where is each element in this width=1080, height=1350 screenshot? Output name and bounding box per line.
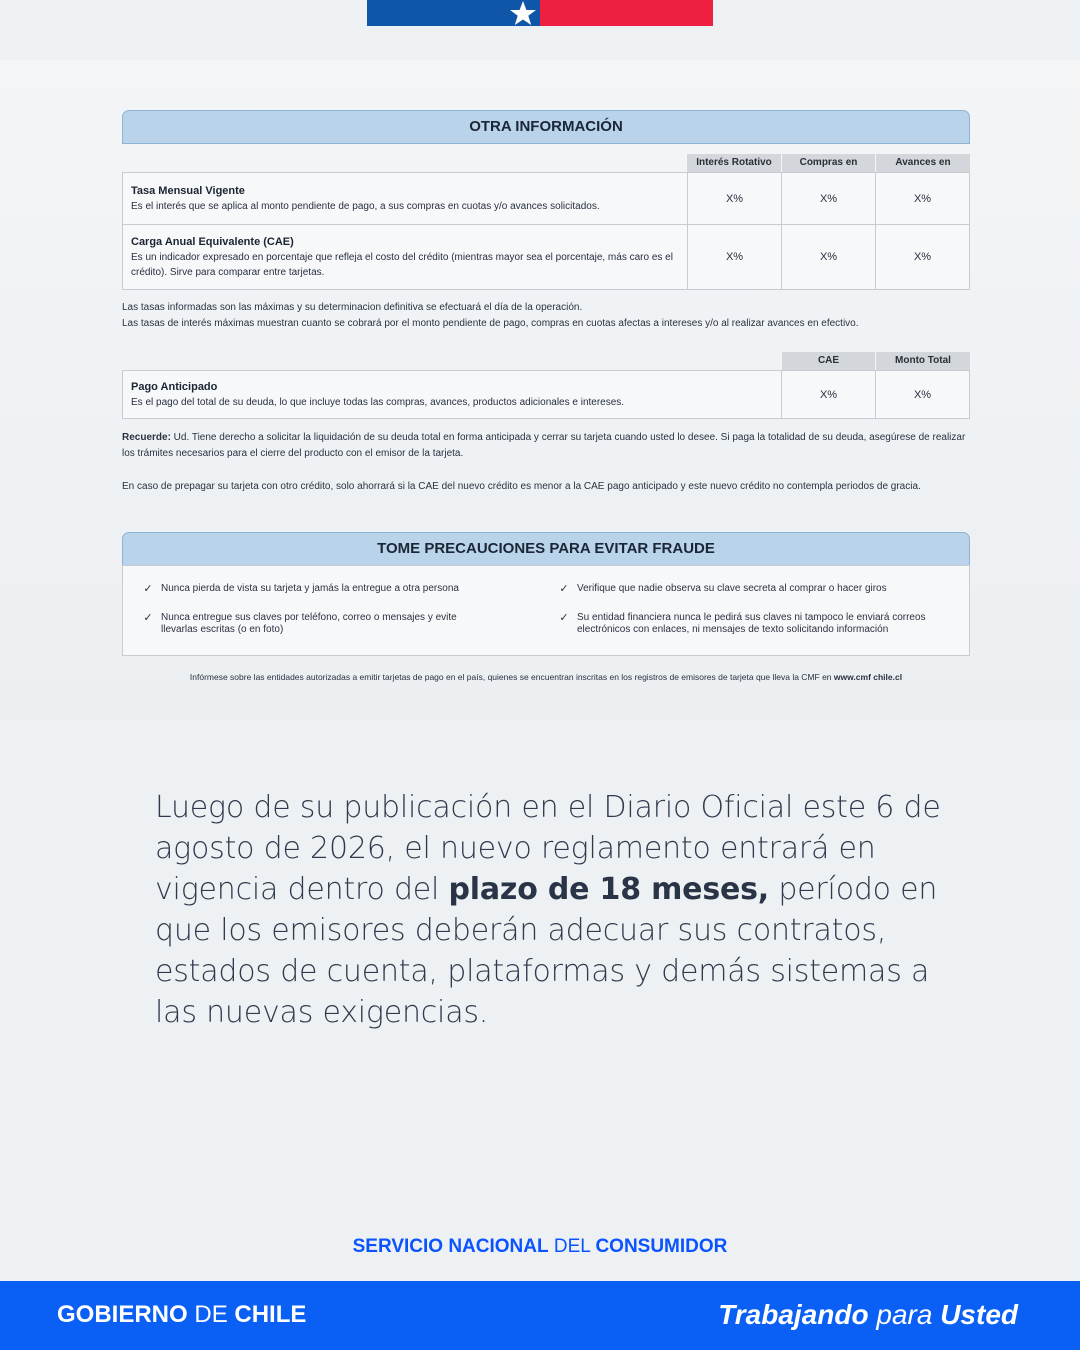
rates-column-headers: [686, 154, 970, 172]
row-title: Pago Anticipado: [131, 380, 218, 393]
star-icon: [508, 0, 538, 26]
cmf-link[interactable]: www.cmf chile.cl: [833, 672, 903, 682]
chile-flag-stripe: [367, 0, 713, 26]
row-description: Es el interés que se aplica al monto pendiente de pago, a sus compras en cuotas y/o avances solicitados.: [131, 200, 600, 212]
table-cell: X%: [688, 225, 782, 290]
column-header: Avances en: [875, 154, 970, 172]
list-item: ✓ Nunca pierda de vista su tarjeta y jamás la entregue a otra persona: [135, 583, 476, 595]
row-description: Es un indicador expresado en porcentaje que refleja el costo del crédito (mientras mayor sea el porcentaje, más caro es el crédito). Sirve para comparar entre tarjetas.: [131, 251, 673, 278]
slogan: Trabajando para Usted: [718, 1299, 1018, 1330]
rates-note: Las tasas informadas son las máximas y su determinacion definitiva se efectuará el día de la operación. Las tasas de interés máximas muestran cuanto se cobrará por el monto pendiente de pago, compras en cuotas afectas a intereses y/o al realizar avances en efectivo.: [122, 302, 859, 329]
footer-bar: [0, 1281, 1080, 1350]
check-icon: ✓: [559, 612, 569, 624]
otra-informacion-header: OTRA INFORMACIÓN: [122, 110, 970, 144]
table-cell: X%: [876, 173, 970, 225]
check-icon: ✓: [143, 583, 153, 595]
table-cell: X%: [688, 173, 782, 225]
cmf-note: Infórmese sobre las entidades autorizadas a emitir tarjetas de pago en el país, quienes se encuentran inscritas en los registros de emisores de tarjeta que lleva la CMF en www.cmf chile.cl: [189, 672, 903, 682]
table-cell: X%: [876, 225, 970, 290]
recuerde-note: Recuerde: Ud. Tiene derecho a solicitar la liquidación de su deuda total en forma anticipada y cerrar su tarjeta cuando usted lo desee. Si paga la totalidad de su deuda, asegúrese de realizar los trámites necesarios para el cierre del producto con el emisor de la tarjeta.: [122, 432, 966, 459]
column-header: Interés Rotativo: [686, 154, 781, 172]
table-row: [123, 225, 970, 290]
list-item: ✓ Nunca entregue sus claves por teléfono, correo o mensajes y evite llevarlas escritas (o en foto): [135, 612, 476, 636]
prepay-column-headers: [781, 352, 970, 370]
table-row: [123, 173, 970, 225]
gobierno-logo-text: GOBIERNO DE CHILE: [57, 1301, 307, 1328]
sernac-logo-text: SERVICIO NACIONAL DEL CONSUMIDOR: [352, 1236, 728, 1257]
fraude-tips: [122, 565, 970, 656]
fraude-header: TOME PRECAUCIONES PARA EVITAR FRAUDE: [122, 532, 970, 566]
table-cell: X%: [782, 371, 876, 419]
check-icon: ✓: [143, 612, 153, 624]
row-title: Tasa Mensual Vigente: [131, 184, 245, 197]
table-cell: X%: [782, 225, 876, 290]
table-row: [123, 371, 970, 419]
column-header: CAE: [781, 352, 875, 370]
table-cell: X%: [782, 173, 876, 225]
prepagar-note: En caso de prepagar su tarjeta con otro crédito, solo ahorrará si la CAE del nuevo crédito es menor a la CAE pago anticipado y este nuevo crédito no contempla periodos de gracia.: [122, 481, 921, 492]
list-item: ✓ Su entidad financiera nunca le pedirá sus claves ni tampoco le enviará correos electrónicos con enlaces, ni mensajes de texto solicitando información: [551, 612, 947, 636]
check-icon: ✓: [559, 583, 569, 595]
table-cell: X%: [876, 371, 970, 419]
row-description: Es el pago del total de su deuda, lo que incluye todas las compras, avances, productos adicionales e intereses.: [131, 396, 625, 408]
prepay-table: [122, 370, 970, 419]
row-title: Carga Anual Equivalente (CAE): [131, 235, 294, 248]
column-header: Compras en: [781, 154, 875, 172]
list-item: ✓ Verifique que nadie observa su clave secreta al comprar o hacer giros: [551, 583, 947, 595]
rates-table: [122, 172, 970, 290]
column-header: Monto Total: [875, 352, 970, 370]
announcement-paragraph: Luego de su publicación en el Diario Oficial este 6 de agosto de 2026, el nuevo reglamento entrará en vigencia dentro del plazo de 18 meses, período en que los emisores deberán adecuar sus contratos, estados de cuenta, plataformas y demás sistemas a las nuevas exigencias.: [155, 790, 941, 1030]
